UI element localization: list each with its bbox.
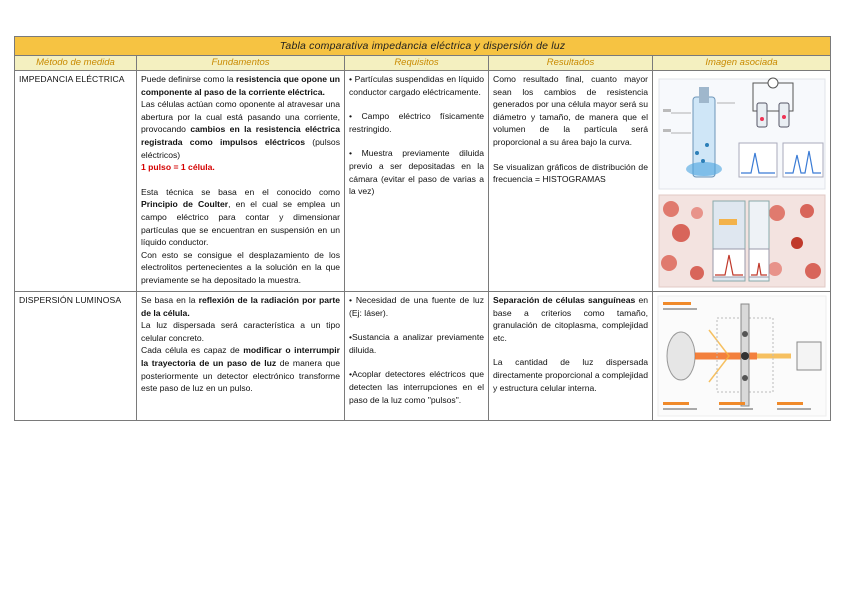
red-cell-icon [691,207,703,219]
bold-text: Principio de Coulter [141,199,229,210]
res-para: Como resultado final, cuanto mayor sean los cambios de resistencia generados por una célula mayor será su diámetro y tamaño, de manera que el volumen de la partícula será proporcional a su área bajo la curva. [493,74,648,147]
req-item: • Campo eléctrico físicamente restringido. [349,111,484,134]
req-item: •Acoplar detectores eléctricos que detecten las interrupciones en el paso de la luz como "pulsos". [349,369,484,405]
fluid-icon [686,162,722,176]
label-mark [663,129,671,132]
fundamentos-dispersion [137,292,345,421]
bold-text: cambios en la resistencia eléctrica registrada como impulsos eléctricos [141,124,340,147]
red-cell-icon [805,263,821,279]
label-mark [777,402,803,405]
laser-source-icon [797,342,821,370]
cell-icon [695,151,699,155]
red-cell-icon [791,237,803,249]
bold-text: Separación de células sanguíneas [493,295,636,305]
label-tag [719,219,737,225]
red-cell-icon [672,224,690,242]
req-item: • Muestra previamente diluida previo a ser depositadas en la cámara (evitar el paso de varias a la vez) [349,148,484,197]
header-metodo: Método de medida [15,56,137,71]
label-mark [719,402,745,405]
imagen-impedancia [653,71,831,292]
req-item: • Necesidad de una fuente de luz (Ej: láser). [349,295,484,318]
requisitos-dispersion [345,292,489,421]
red-cell-icon [690,266,704,280]
scatter-illustration [657,294,826,418]
requisitos-impedancia [345,71,489,292]
label-mark [663,109,671,112]
label-mark [663,408,697,410]
pulse-rule: 1 pulso = 1 célula. [141,162,215,173]
table-title: Tabla comparativa impedancia eléctrica y dispersión de luz [15,37,831,56]
meter-icon [768,78,778,88]
coulter-illustration [657,73,826,289]
fund-para [141,344,340,394]
pulse-graph [739,143,777,177]
cell-icon [782,115,786,119]
table-row-dispersion [15,292,831,421]
text: (pulsos eléctricos) [141,136,340,160]
red-cell-icon [661,255,677,271]
method-dispersion: DISPERSIÓN LUMINOSA [15,292,137,421]
header-row [15,56,831,71]
cell-icon [705,143,709,147]
fund-para [141,294,340,319]
text: Se basa en la [141,295,199,305]
lens-icon [667,332,695,380]
red-cell-icon [800,204,814,218]
chamber-icon [757,103,767,127]
red-cell-icon [768,262,782,276]
header-fundamentos: Fundamentos [137,56,345,71]
imagen-dispersion [653,292,831,421]
bold-text: modificar o interrumpir la trayectoria de un paso de luz [141,345,340,368]
fund-para: La luz dispersada será característica a un tipo celular concreto. [141,320,340,343]
coulter-diagram [657,73,827,289]
cell-icon [742,331,748,337]
label-mark [663,308,697,310]
cell-icon [741,352,749,360]
cell-icon [701,159,705,163]
pulse-graph [713,249,745,277]
title-row [15,37,831,56]
table-row-impedancia [15,71,831,292]
header-resultados: Resultados [489,56,653,71]
text: , en el cual se emplea un campo eléctrico para contar y dimensionar partículas que se encuentran en suspensión en un líquido conductor. [141,199,341,248]
fund-para [141,186,340,249]
text: Puede definirse como la [141,74,237,84]
label-mark [719,408,753,410]
bold-text: resistencia que opone un componente al paso de la corriente eléctrica. [141,74,341,97]
scatter-diagram [657,294,827,418]
fund-para [141,73,340,98]
req-item: •Sustancia a analizar previamente diluida. [349,332,484,355]
resultados-dispersion [489,292,653,421]
cell-icon [760,117,764,121]
text: en base a criterios como tamaño, granulación de citoplasma, complejidad etc. [493,295,649,343]
fund-para [141,98,340,161]
header-requisitos: Requisitos [345,56,489,71]
label-mark [777,408,811,410]
text: Esta técnica se basa en el conocido como [141,186,340,197]
header-imagen: Imagen asociada [653,56,831,71]
label-mark [663,402,689,405]
red-cell-icon [769,205,785,221]
res-para: La cantidad de luz dispersada directamente proporcional a complejidad y estructura celular interna. [493,357,648,393]
red-cell-icon [663,201,679,217]
cell-icon [742,375,748,381]
text: Las células actúan como oponente al atravesar una abertura por la cual está pasando una corriente, provocando [141,99,340,135]
comparison-table [14,36,831,421]
fund-para: Con esto se consigue el desplazamiento de los electrolitos pertenecientes a la solución en la que previamente se ha depositado la muestra. [141,249,340,285]
resultados-impedancia [489,71,653,292]
res-para: Se visualizan gráficos de distribución de frecuencia = HISTOGRAMAS [493,161,648,185]
fundamentos-impedancia [137,71,345,292]
electrode-icon [699,87,709,103]
text: Cada célula es capaz de [141,345,244,356]
method-impedancia: IMPEDANCIA ELÉCTRICA [15,71,137,292]
text: de manera que posteriormente un detector electrónico transforme este paso de luz en un pulso. [141,357,340,394]
label-mark [663,302,691,305]
bold-text: reflexión de la radiación por parte de la célula. [141,295,340,318]
req-item: • Partículas suspendidas en líquido conductor cargado eléctricamente. [349,74,484,97]
res-para [493,294,648,344]
pulse-graph [783,143,823,177]
